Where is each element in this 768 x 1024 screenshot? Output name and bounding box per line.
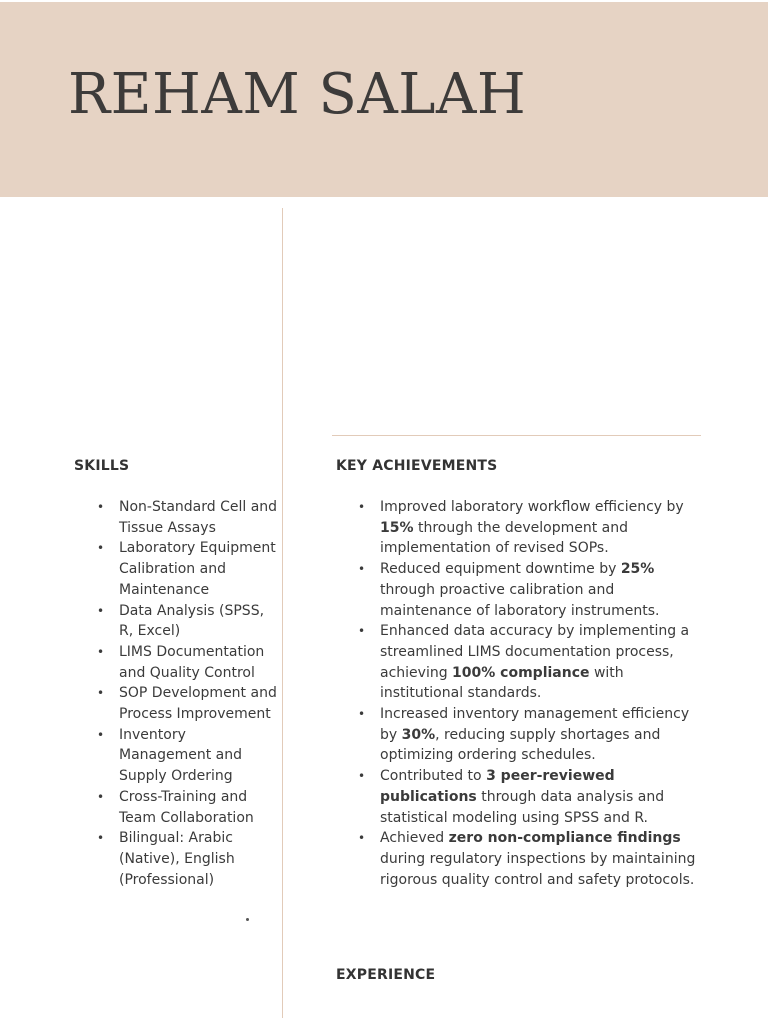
list-item: • Increased inventory management efficiency by 30%, reducing supply shortages and optimizing ordering schedules. (380, 704, 702, 766)
stray-dot (246, 918, 249, 921)
candidate-name: REHAM SALAH (68, 62, 527, 127)
section-divider (332, 435, 701, 436)
column-divider (282, 208, 283, 1018)
list-item: • Improved laboratory workflow efficiency by 15% through the development and implementation of revised SOPs. (380, 497, 702, 559)
skills-list (119, 497, 279, 890)
list-item: • Bilingual: Arabic (Native), English (Professional) (119, 828, 279, 890)
list-item: • SOP Development and Process Improvement (119, 683, 279, 724)
list-item: • LIMS Documentation and Quality Control (119, 642, 279, 683)
experience-heading: EXPERIENCE (336, 967, 436, 983)
list-item: • Laboratory Equipment Calibration and Maintenance (119, 538, 279, 600)
list-item: • Data Analysis (SPSS, R, Excel) (119, 601, 279, 642)
list-item: • Enhanced data accuracy by implementing a streamlined LIMS documentation process, achieving 100% compliance with institutional standards. (380, 621, 702, 704)
achievements-heading: KEY ACHIEVEMENTS (336, 458, 498, 474)
list-item: • Achieved zero non-compliance findings during regulatory inspections by maintaining rigorous quality control and safety protocols. (380, 828, 702, 890)
list-item: • Inventory Management and Supply Ordering (119, 725, 279, 787)
header-band (0, 2, 768, 197)
achievements-list (380, 497, 702, 890)
skills-heading: SKILLS (74, 458, 130, 474)
list-item: • Non-Standard Cell and Tissue Assays (119, 497, 279, 538)
list-item: • Contributed to 3 peer-reviewed publications through data analysis and statistical modeling using SPSS and R. (380, 766, 702, 828)
list-item: • Reduced equipment downtime by 25% through proactive calibration and maintenance of laboratory instruments. (380, 559, 702, 621)
list-item: • Cross-Training and Team Collaboration (119, 787, 279, 828)
